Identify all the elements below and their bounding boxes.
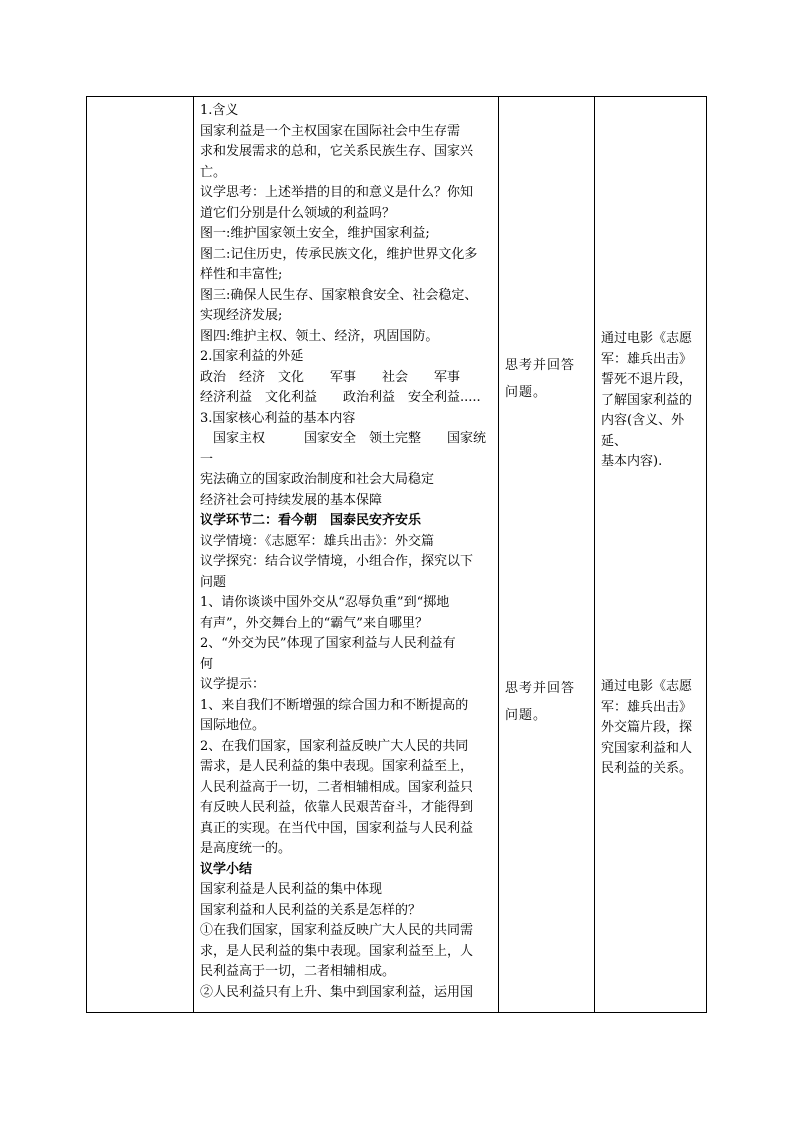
design-purpose-cell-2 [601, 677, 704, 780]
content-line: 亡。 [200, 164, 227, 180]
purpose-line: 誓死不退片段， [601, 372, 693, 387]
purpose-line: 内容(含义、外延、 [601, 413, 685, 449]
content-line: 经济利益 文化利益 政治利益 安全利益..... [200, 390, 481, 405]
content-line: 求和发展需求的总和，它关系民族生存、国家兴 [200, 144, 474, 159]
teaching-content-cell [200, 101, 496, 1003]
content-line: 议学探究：结合议学情境，小组合作，探究以下 [200, 554, 474, 569]
content-line: 实现经济发展; [200, 308, 283, 323]
content-line: 经济社会可持续发展的基本保障 [200, 492, 383, 508]
content-line: 国际地位。 [200, 718, 266, 733]
content-line: 求，是人民利益的集中表现。国家利益至上，人 [200, 943, 474, 959]
content-line: 政治 经济 文化 军事 社会 军事 [200, 369, 461, 385]
activity-line: 思考并回答 [505, 358, 576, 373]
purpose-line: 通过电影《志愿 [601, 679, 693, 694]
purpose-line: 通过电影《志愿 [601, 331, 693, 346]
activity-line: 问题。 [505, 708, 548, 723]
content-line: ②人民利益只有上升、集中到国家利益，运用国 [200, 984, 474, 1000]
content-line: 国家利益是一个主权国家在国际社会中生存需 [200, 123, 461, 139]
content-line: 有声”，外交舞台上的“霸气”来自哪里？ [200, 615, 428, 631]
activity-line: 思考并回答 [505, 681, 576, 696]
content-line: 3.国家核心利益的基本内容 [200, 410, 356, 426]
content-line: 议学环节二：看今朝 国泰民安齐安乐 [200, 513, 422, 528]
content-line: ①在我们国家，国家利益反映广大人民的共同需 [200, 923, 474, 938]
purpose-line: 军：雄兵出击》 [601, 699, 693, 715]
lesson-plan-table [86, 96, 707, 1013]
column-divider [498, 97, 499, 1012]
content-line: 图一:维护国家领土安全，维护国家利益; [200, 226, 430, 241]
column-divider [193, 97, 194, 1012]
purpose-line: 了解国家利益的 [601, 392, 693, 408]
content-line: 宪法确立的国家政治制度和社会大局稳定 [200, 472, 435, 487]
content-line: 国家利益是人民利益的集中体现 [200, 882, 383, 897]
content-line: 何 [200, 656, 214, 672]
purpose-line: 究国家利益和人 [601, 740, 693, 756]
content-line: 国家利益和人民利益的关系是怎样的？ [200, 902, 422, 918]
content-line: 是高度统一的。 [200, 841, 292, 856]
content-line: 有反映人民利益，依靠人民艰苦奋斗，才能得到 [200, 800, 474, 815]
content-line: 国家主权 国家安全 领土完整 国家统 [200, 431, 487, 446]
purpose-line: 民利益的关系。 [601, 761, 693, 776]
content-line: 民利益高于一切，二者相辅相成。 [200, 964, 396, 979]
content-line: 1、请你谈谈中国外交从“忍辱负重”到“掷地 [200, 595, 450, 610]
student-activity-cell-2 [505, 675, 597, 729]
content-line: 1、来自我们不断增强的综合国力和不断提高的 [200, 697, 469, 713]
content-line: 图三:确保人民生存、国家粮食安全、社会稳定、 [200, 287, 478, 303]
student-activity-cell-1 [505, 352, 597, 406]
content-line: 真正的实现。在当代中国，国家利益与人民利益 [200, 820, 474, 836]
content-line: 2.国家利益的外延 [200, 349, 304, 364]
content-line: 一 [200, 451, 214, 467]
content-line: 2、在我们国家，国家利益反映广大人民的共同 [200, 738, 469, 754]
purpose-line: 外交篇片段，探 [601, 720, 693, 735]
content-line: 图二:记住历史，传承民族文化，维护世界文化多 [200, 246, 478, 262]
design-purpose-cell-1 [601, 329, 704, 473]
purpose-line: 军：雄兵出击》 [601, 351, 693, 367]
content-line: 1.含义 [200, 103, 239, 118]
activity-line: 问题。 [505, 385, 548, 400]
content-line: 样性和丰富性; [200, 267, 283, 282]
content-line: 道它们分别是什么领域的利益吗？ [200, 205, 396, 221]
content-line: 人民利益高于一切，二者相辅相成。国家利益只 [200, 779, 474, 795]
content-line: 问题 [200, 574, 227, 590]
content-line: 议学思考：上述举措的目的和意义是什么？你知 [200, 185, 474, 200]
purpose-line: 基本内容). [601, 454, 663, 469]
column-divider [594, 97, 595, 1012]
content-line: 需求，是人民利益的集中表现。国家利益至上， [200, 759, 474, 774]
content-line: 图四:维护主权、领土、经济，巩固国防。 [200, 328, 439, 344]
content-line: 议学情境：《志愿军：雄兵出击》：外交篇 [200, 533, 435, 549]
content-line: 议学小结 [200, 861, 253, 877]
content-line: 2、“外交为民”体现了国家利益与人民利益有 [200, 636, 456, 651]
content-line: 议学提示： [200, 677, 266, 692]
